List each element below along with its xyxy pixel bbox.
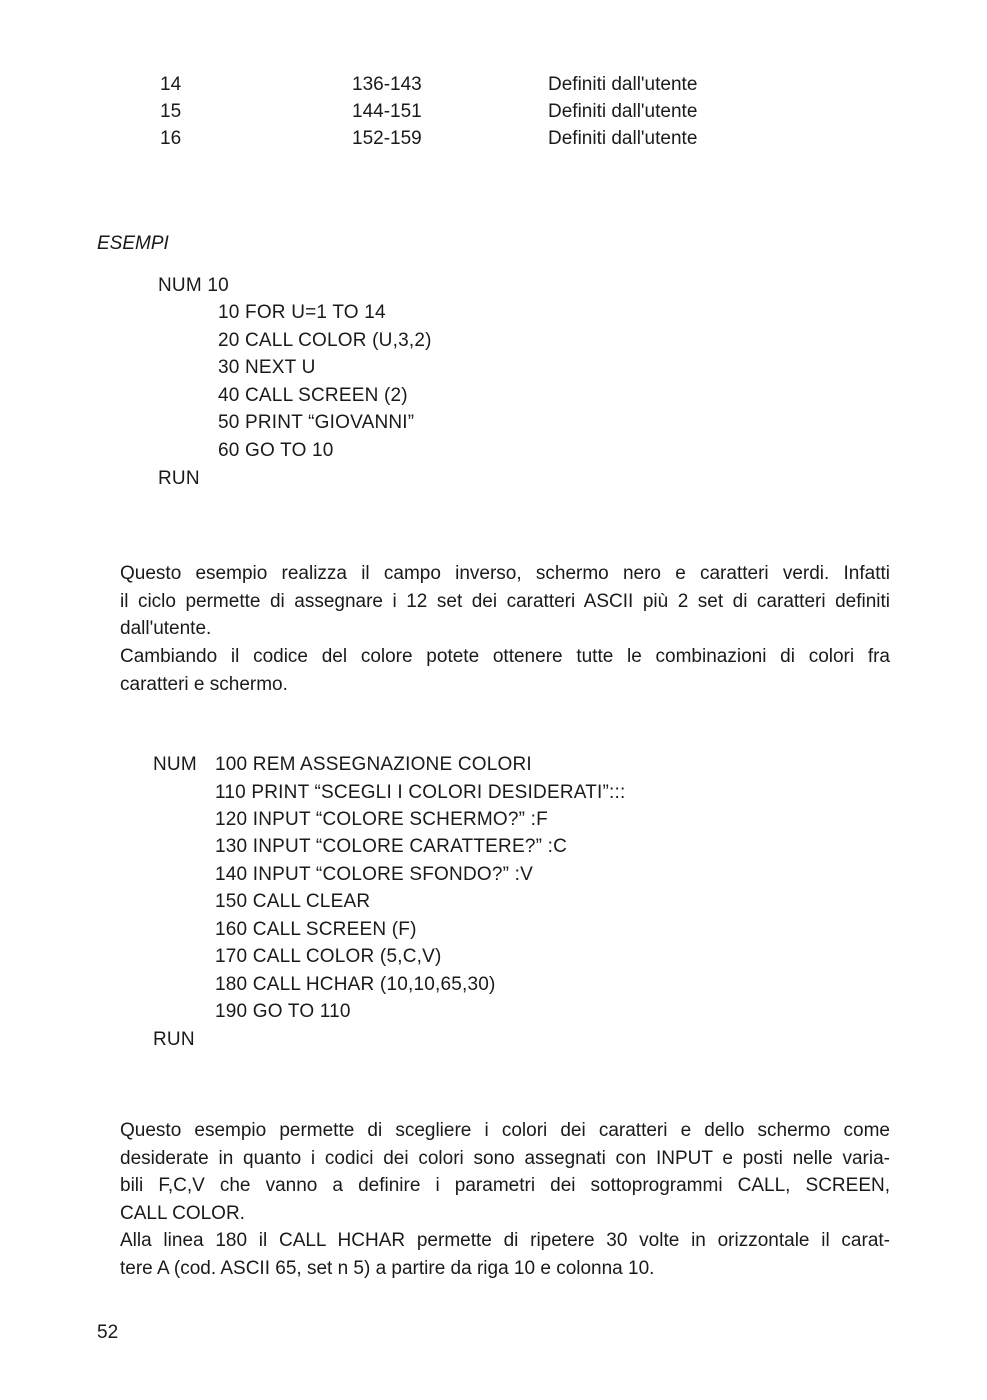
- paragraph: [120, 560, 890, 643]
- paragraph: [120, 1117, 890, 1227]
- code-line: 40 CALL SCREEN (2): [218, 385, 408, 406]
- code-line: 10 FOR U=1 TO 14: [218, 302, 386, 323]
- num-command: NUM: [153, 754, 197, 775]
- code-line: 100 REM ASSEGNAZIONE COLORI: [215, 754, 532, 775]
- paragraph-line: il ciclo permette di assegnare i 12 set dei caratteri ASCII più 2 set di caratteri definiti: [120, 590, 890, 612]
- set-description: Definiti dall'utente: [548, 101, 698, 122]
- run-command: RUN: [158, 468, 200, 489]
- code-line: 60 GO TO 10: [218, 440, 334, 461]
- code-range: 136-143: [352, 74, 422, 95]
- section-heading: ESEMPI: [97, 233, 169, 254]
- code-line: 20 CALL COLOR (U,3,2): [218, 330, 432, 351]
- paragraph: [120, 643, 890, 698]
- paragraph-line: desiderate in quanto i codici dei colori sono assegnati con INPUT e posti nelle varia-: [120, 1147, 890, 1169]
- table-row: [160, 101, 780, 128]
- set-number: 14: [160, 74, 182, 95]
- table-row: [160, 128, 780, 155]
- code-line: 150 CALL CLEAR: [215, 891, 371, 912]
- paragraph: [120, 1227, 890, 1282]
- paragraph-line: bili F,C,V che vanno a definire i parametri dei sottoprogrammi CALL, SCREEN,: [120, 1175, 890, 1196]
- code-line: 180 CALL HCHAR (10,10,65,30): [215, 974, 496, 995]
- code-range: 152-159: [352, 128, 422, 149]
- paragraph-line: dall'utente.: [120, 618, 212, 639]
- run-command: RUN: [153, 1029, 195, 1050]
- code-line: 190 GO TO 110: [215, 1001, 351, 1022]
- paragraph-line: Questo esempio permette di scegliere i colori dei caratteri e dello schermo come: [120, 1120, 890, 1141]
- code-range: 144-151: [352, 101, 422, 122]
- num-command: NUM 10: [158, 275, 229, 296]
- paragraph-line: tere A (cod. ASCII 65, set n 5) a partire da riga 10 e colonna 10.: [120, 1257, 655, 1279]
- table-row: [160, 74, 780, 101]
- code-line: 140 INPUT “COLORE SFONDO?” :V: [215, 864, 533, 885]
- code-line: 160 CALL SCREEN (F): [215, 919, 417, 940]
- paragraph-line: Questo esempio realizza il campo inverso, schermo nero e caratteri verdi. Infatti: [120, 563, 890, 584]
- set-number: 15: [160, 101, 182, 122]
- code-line: 30 NEXT U: [218, 357, 316, 378]
- paragraph-line: caratteri e schermo.: [120, 673, 288, 695]
- set-description: Definiti dall'utente: [548, 74, 698, 95]
- set-description: Definiti dall'utente: [548, 128, 698, 149]
- page-number: 52: [97, 1322, 119, 1343]
- paragraph-line: Cambiando il codice del colore potete ottenere tutte le combinazioni di colori fra: [120, 646, 890, 667]
- paragraph-line: CALL COLOR.: [120, 1202, 245, 1224]
- set-number: 16: [160, 128, 182, 149]
- code-line: 110 PRINT “SCEGLI I COLORI DESIDERATI”:::: [215, 782, 626, 803]
- code-line: 50 PRINT “GIOVANNI”: [218, 412, 415, 433]
- code-line: 170 CALL COLOR (5,C,V): [215, 946, 442, 967]
- paragraph-line: Alla linea 180 il CALL HCHAR permette di ripetere 30 volte in orizzontale il carat-: [120, 1230, 890, 1251]
- code-line: 130 INPUT “COLORE CARATTERE?” :C: [215, 836, 567, 857]
- code-line: 120 INPUT “COLORE SCHERMO?” :F: [215, 809, 548, 830]
